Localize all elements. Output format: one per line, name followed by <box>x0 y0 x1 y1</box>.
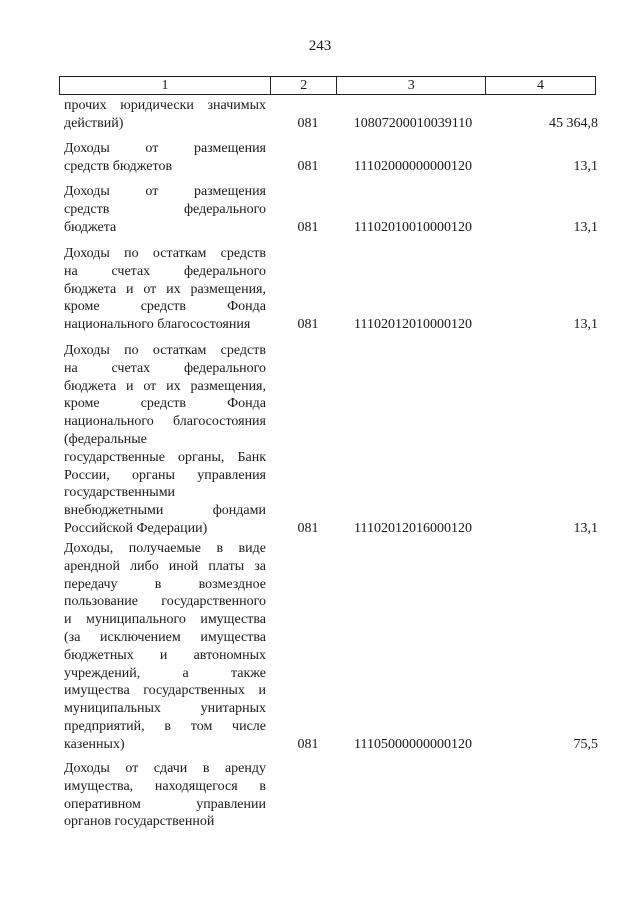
row-description <box>64 97 266 133</box>
description-line: кроме средств Фонда <box>64 299 266 315</box>
description-line: имущества, находящегося в <box>64 778 266 794</box>
row-budget-code: 11102012016000120 <box>354 521 472 536</box>
description-line: бюджета и от их размещения, <box>64 378 266 394</box>
description-line: государственные органы, Банк <box>64 449 266 465</box>
row-admin-code: 081 <box>297 158 319 174</box>
description-line: бюджета <box>64 219 117 235</box>
description-line: муниципальных унитарных <box>64 701 266 717</box>
table-row <box>0 183 640 236</box>
row-admin-code: 081 <box>297 736 319 752</box>
description-line: и муниципального имущества <box>64 612 266 628</box>
description-line: имущества государственных и <box>64 683 266 699</box>
table-row <box>0 97 640 133</box>
description-line: бюджетных и автономных <box>64 647 266 663</box>
row-admin-code: 081 <box>297 521 319 536</box>
row-admin-code: 081 <box>297 219 319 235</box>
row-description <box>64 183 266 236</box>
row-amount: 13,1 <box>573 219 598 235</box>
row-description <box>64 540 266 754</box>
description-line: Доходы по остаткам средств <box>64 246 266 261</box>
header-col-1: 1 <box>60 77 271 94</box>
description-line: России, органы управления <box>64 467 266 483</box>
row-description <box>64 342 266 538</box>
header-col-4: 4 <box>537 78 545 93</box>
description-line: национального благосостояния <box>64 317 251 333</box>
description-line: внебюджетными фондами <box>64 503 266 519</box>
description-line: казенных) <box>64 736 125 752</box>
table-row <box>0 342 640 538</box>
description-line: бюджета и от их размещения, <box>64 281 266 297</box>
header-col-3: 3 <box>337 77 486 94</box>
description-line: средств бюджетов <box>64 158 173 174</box>
table-row <box>0 540 640 754</box>
row-budget-code: 11102012010000120 <box>354 317 472 333</box>
row-budget-code: 11105000000000120 <box>354 736 472 752</box>
table-row <box>0 140 640 176</box>
description-line: (федеральные <box>64 431 147 447</box>
description-line: кроме средств Фонда <box>64 396 266 412</box>
description-line: Доходы, получаемые в виде <box>64 541 266 556</box>
description-line: на счетах федерального <box>64 263 266 279</box>
row-amount: 13,1 <box>573 521 598 536</box>
row-admin-code: 081 <box>297 317 319 333</box>
row-amount: 45 364,8 <box>549 115 598 131</box>
row-amount: 75,5 <box>573 736 598 752</box>
description-line: (за исключением имущества <box>64 629 266 645</box>
table-header <box>59 76 596 95</box>
description-line: учреждений, а также <box>64 665 266 681</box>
description-line: передачу в возмездное <box>64 576 266 592</box>
table-row <box>0 760 640 831</box>
row-amount: 13,1 <box>573 158 598 174</box>
description-line: Российской Федерации) <box>64 520 208 536</box>
description-line: Доходы от сдачи в аренду <box>64 761 266 776</box>
description-line: органов государственной <box>64 814 215 830</box>
description-line: средств федерального <box>64 201 266 217</box>
row-description <box>64 140 266 176</box>
description-line: пользование государственного <box>64 594 266 610</box>
table-row <box>0 245 640 334</box>
row-description <box>64 245 266 334</box>
description-line: государственными <box>64 485 176 501</box>
row-budget-code: 11102010010000120 <box>354 219 472 235</box>
description-line: Доходы от размещения <box>64 141 266 156</box>
description-line: на счетах федерального <box>64 360 266 376</box>
row-admin-code: 081 <box>297 115 319 131</box>
row-amount: 13,1 <box>573 317 598 333</box>
page-number: 243 <box>308 38 332 54</box>
description-line: действий) <box>64 115 124 131</box>
description-line: оперативном управлении <box>64 796 266 812</box>
row-budget-code: 11102000000000120 <box>354 158 472 174</box>
description-line: национального благосостояния <box>64 414 266 430</box>
description-line: Доходы по остаткам средств <box>64 343 266 358</box>
description-line: Доходы от размещения <box>64 184 266 199</box>
row-budget-code: 10807200010039110 <box>353 115 473 131</box>
header-col-2: 2 <box>271 77 337 94</box>
description-line: прочих юридически значимых <box>64 98 266 113</box>
description-line: предприятий, в том числе <box>64 718 266 734</box>
row-description <box>64 760 266 831</box>
description-line: арендной либо иной платы за <box>64 558 266 574</box>
